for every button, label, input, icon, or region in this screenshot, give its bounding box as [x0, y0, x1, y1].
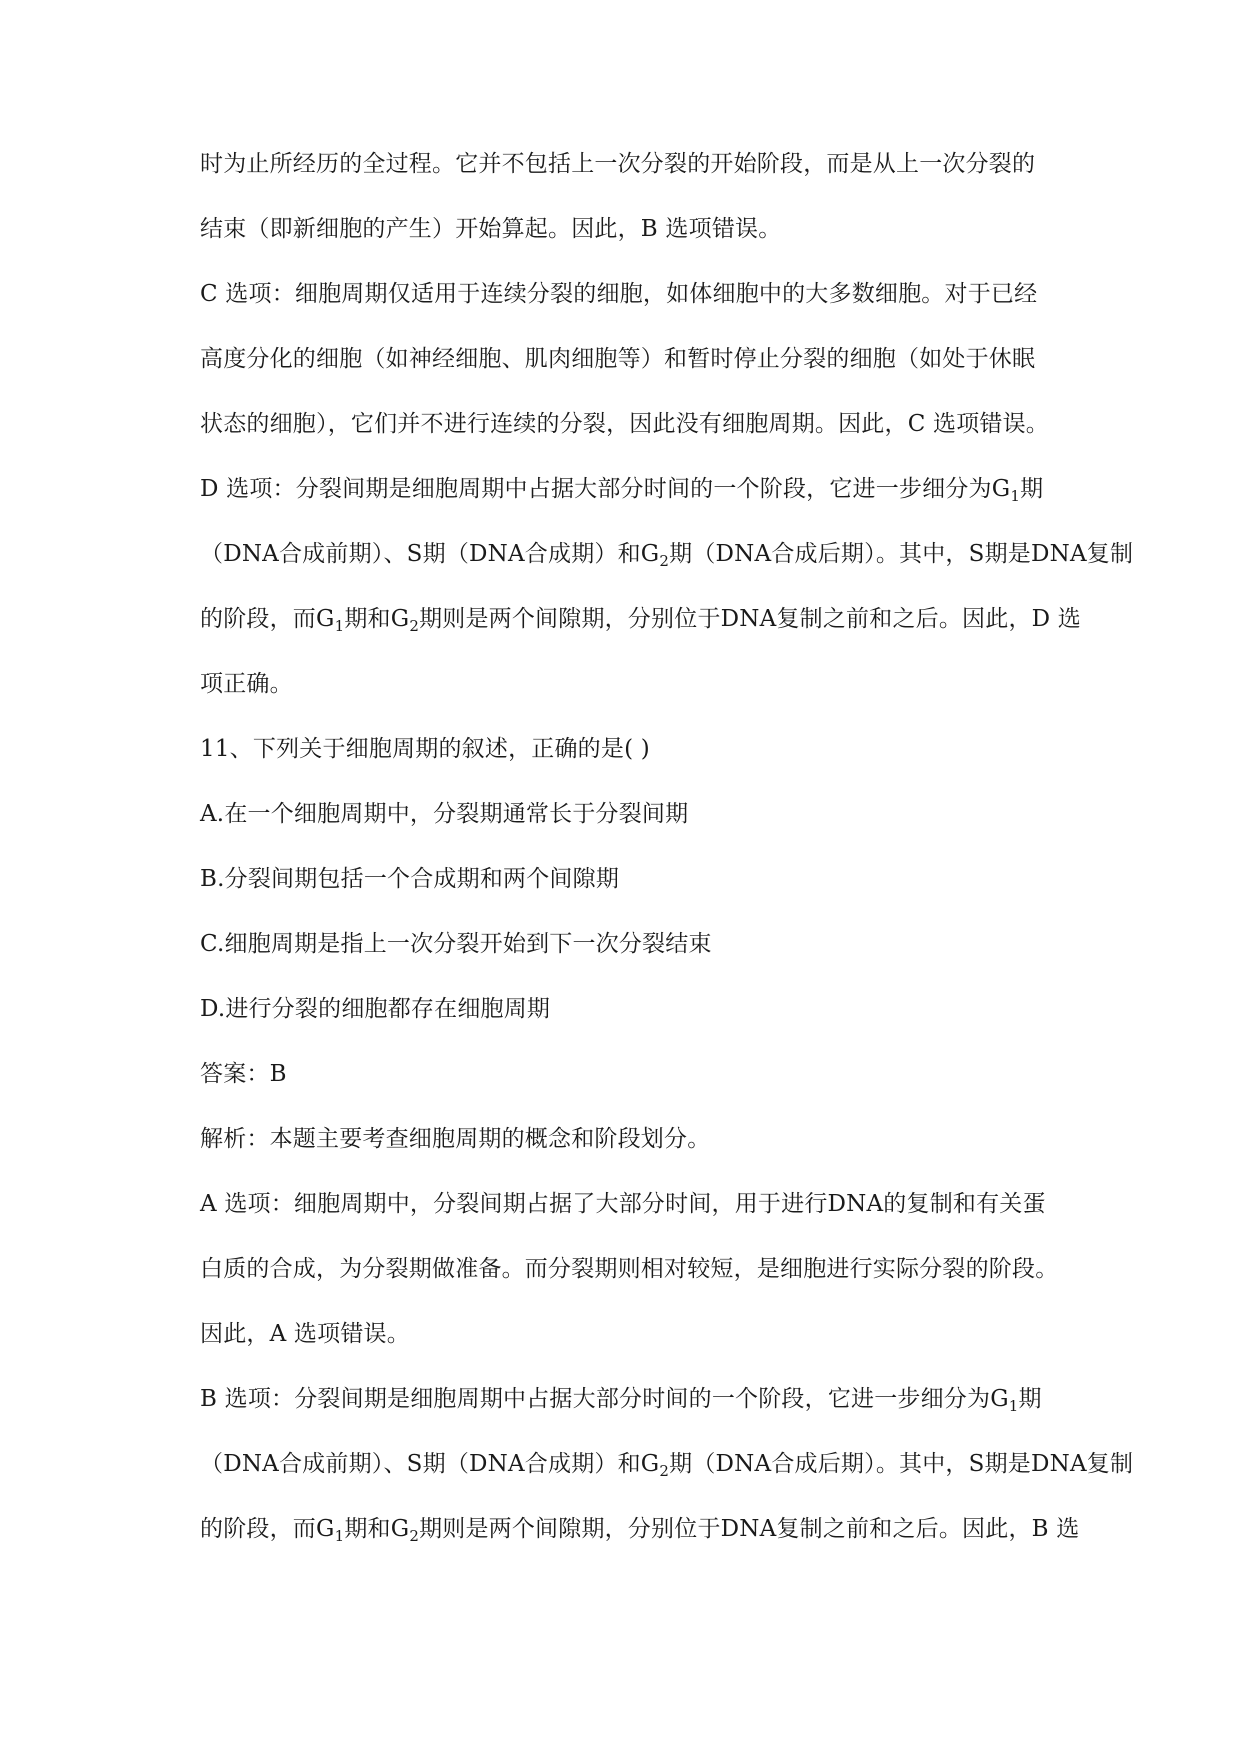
option-a-explanation-line: A 选项：细胞周期中，分裂间期占据了大部分时间，用于进行DNA的复制和有关蛋	[200, 1191, 1046, 1217]
question-option-a: A.在一个细胞周期中，分裂期通常长于分裂间期	[200, 801, 689, 827]
text-line: 项正确。	[200, 671, 293, 697]
text-line: （DNA合成前期）、S期（DNA合成期）和$G_2$期（DNA合成后期）。其中，S期是DNA复制	[200, 541, 1134, 570]
text-line: 高度分化的细胞（如神经细胞、肌肉细胞等）和暂时停止分裂的细胞（如处于休眠	[200, 346, 1036, 372]
analysis-heading: 解析：本题主要考查细胞周期的概念和阶段划分。	[200, 1126, 711, 1152]
text-line: 结束（即新细胞的产生）开始算起。因此，B 选项错误。	[200, 216, 782, 242]
question-option-b: B.分裂间期包括一个合成期和两个间隙期	[200, 866, 620, 892]
answer-line: 答案：B	[200, 1061, 287, 1087]
text-line: 状态的细胞），它们并不进行连续的分裂，因此没有细胞周期。因此，C 选项错误。	[200, 411, 1050, 437]
option-c-explanation-line: C 选项：细胞周期仅适用于连续分裂的细胞，如体细胞中的大多数细胞。对于已经	[200, 281, 1038, 307]
text-line: 的阶段，而$G_1$期和$G_2$期则是两个间隙期，分别位于DNA复制之前和之后。因此，D 选	[200, 606, 1081, 635]
text-line: 因此，A 选项错误。	[200, 1321, 410, 1347]
option-b-explanation-line: B 选项：分裂间期是细胞周期中占据大部分时间的一个阶段，它进一步细分为$G_1$期	[200, 1386, 1042, 1415]
question-stem: 11、下列关于细胞周期的叙述，正确的是( )	[200, 736, 650, 762]
option-d-explanation-line: D 选项：分裂间期是细胞周期中占据大部分时间的一个阶段，它进一步细分为$G_1$期	[200, 476, 1044, 505]
text-line: （DNA合成前期）、S期（DNA合成期）和$G_2$期（DNA合成后期）。其中，S期是DNA复制	[200, 1451, 1134, 1480]
document-body	[200, 146, 1134, 1576]
text-line: 白质的合成，为分裂期做准备。而分裂期则相对较短，是细胞进行实际分裂的阶段。	[200, 1256, 1059, 1282]
question-option-c: C.细胞周期是指上一次分裂开始到下一次分裂结束	[200, 931, 712, 957]
text-line: 的阶段，而$G_1$期和$G_2$期则是两个间隙期，分别位于DNA复制之前和之后。因此，B 选	[200, 1516, 1080, 1545]
text-line: 时为止所经历的全过程。它并不包括上一次分裂的开始阶段，而是从上一次分裂的	[200, 151, 1036, 177]
question-option-d: D.进行分裂的细胞都存在细胞周期	[200, 996, 551, 1022]
